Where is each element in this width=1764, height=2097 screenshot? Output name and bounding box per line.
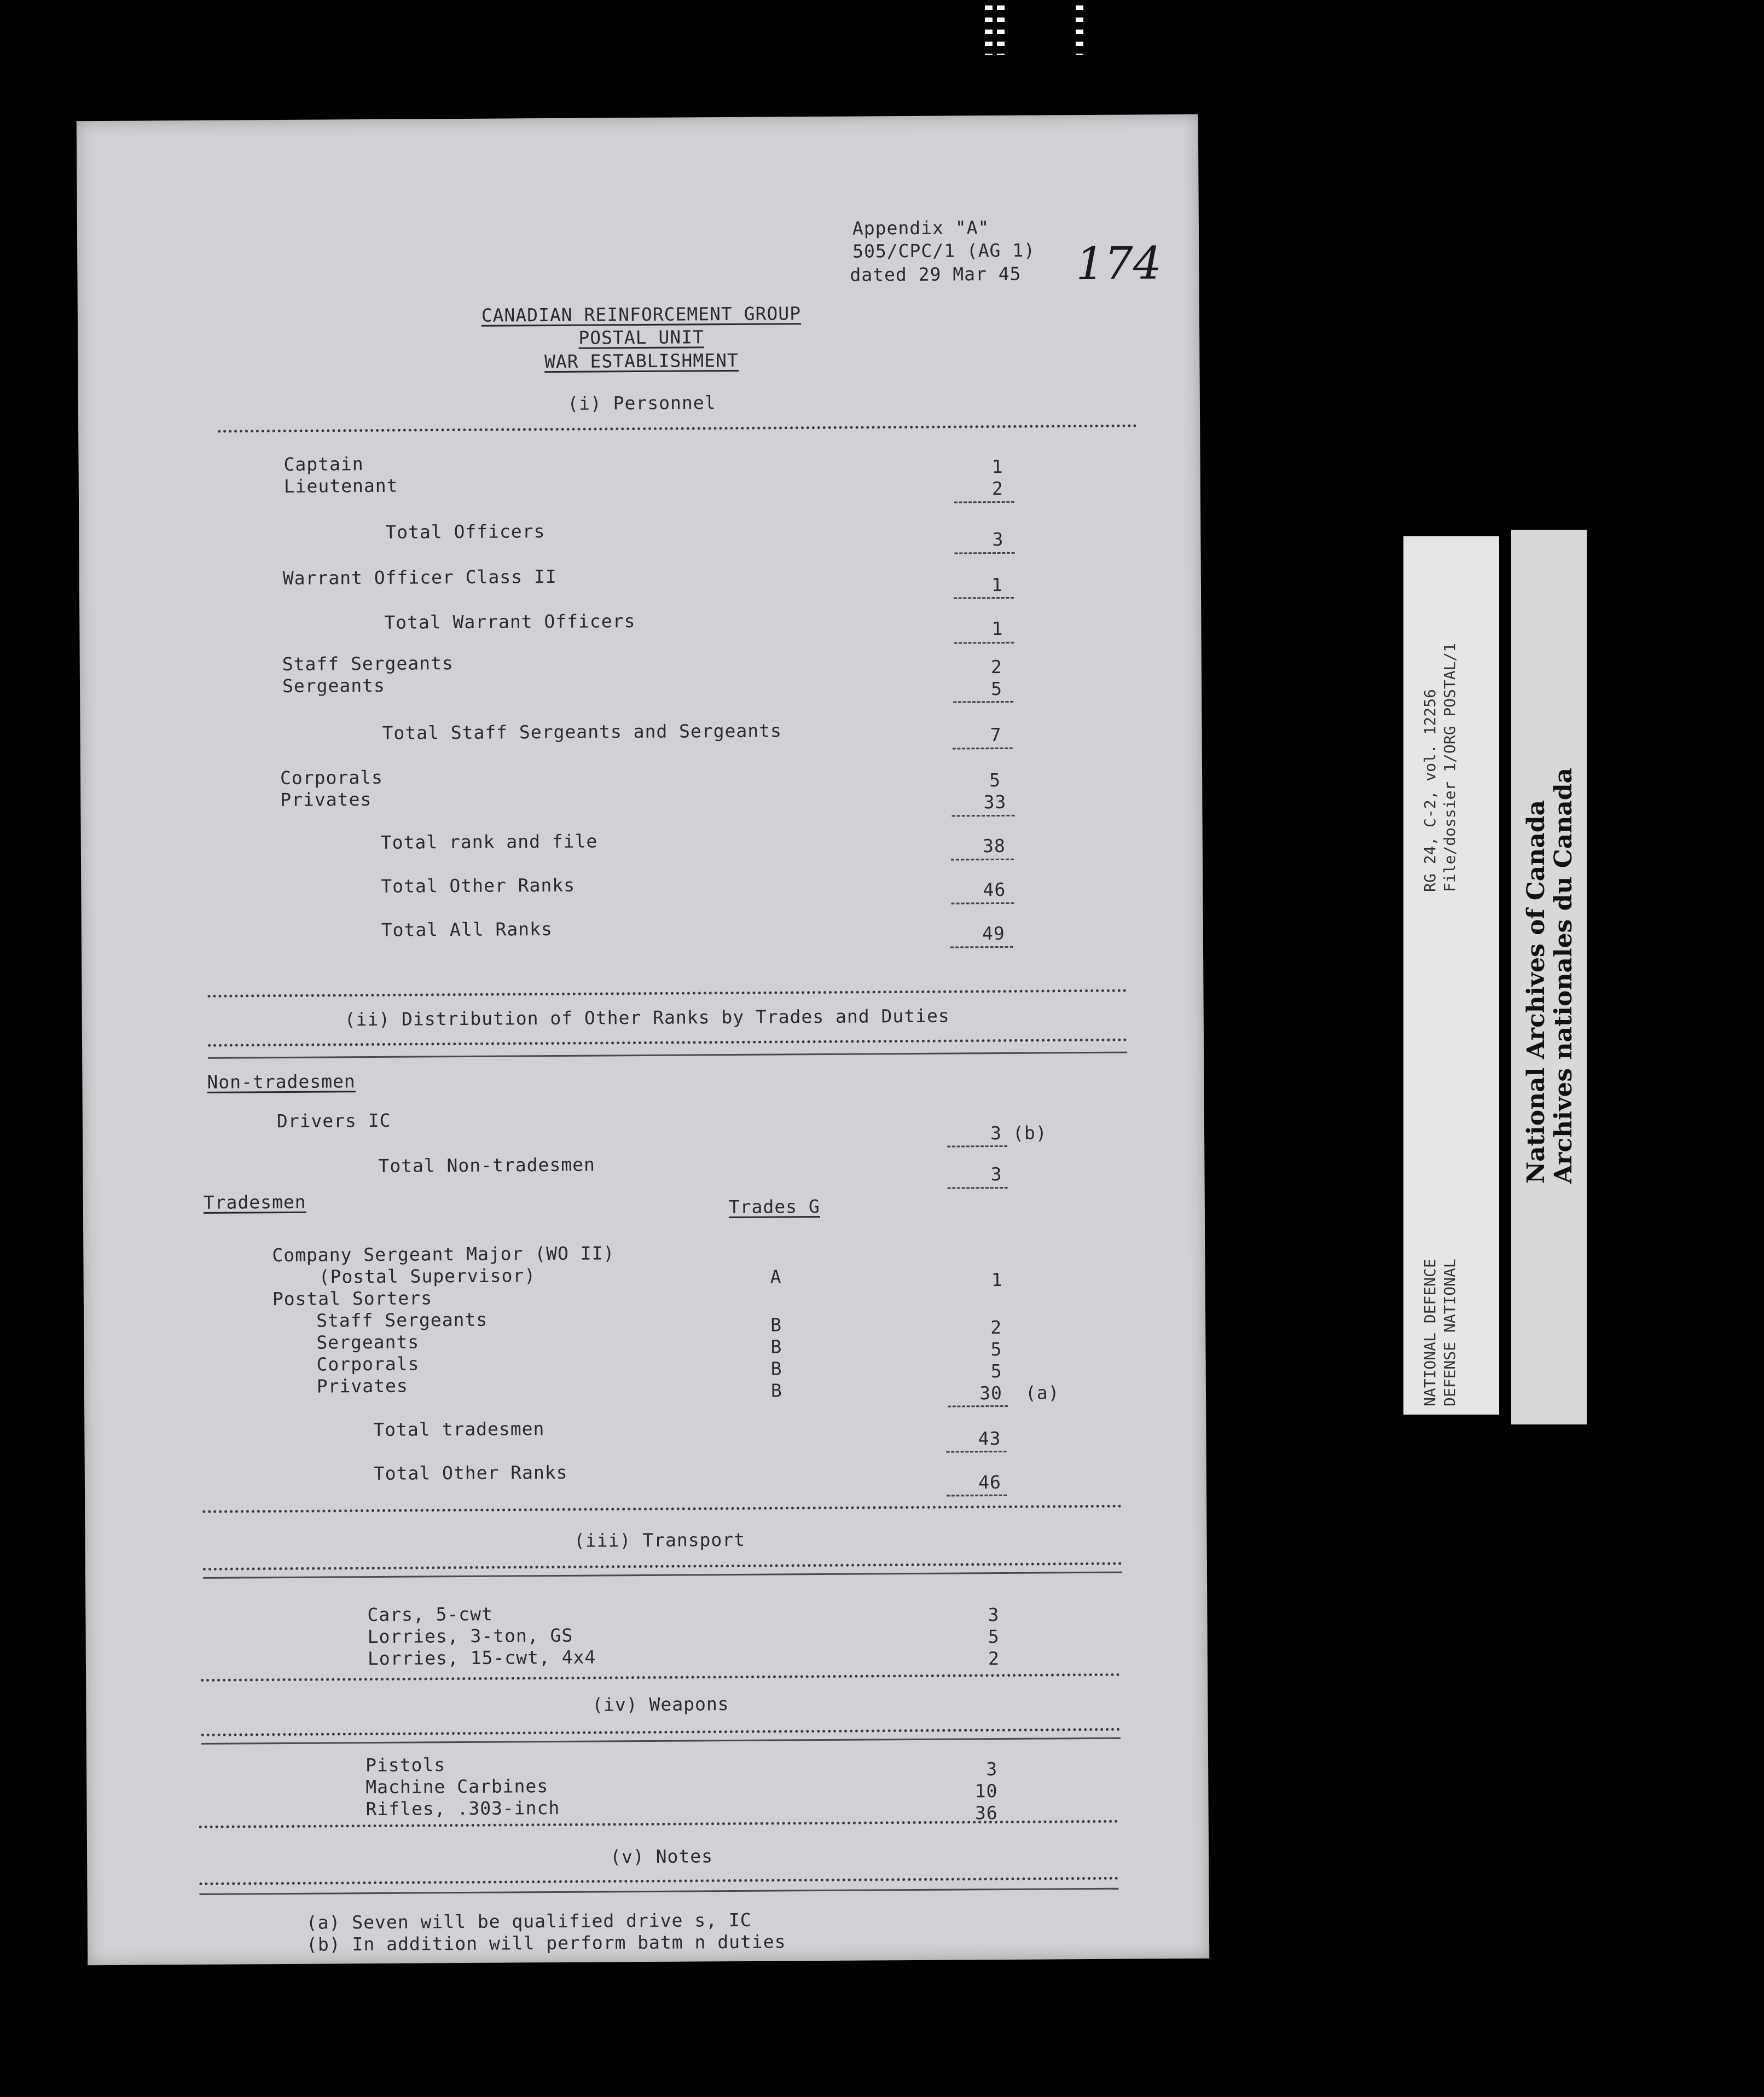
transport-label: Cars, 5-cwt bbox=[367, 1603, 494, 1626]
weapon-value: 3 bbox=[986, 1758, 998, 1780]
sum-line bbox=[955, 552, 1015, 554]
row-label: Staff Sergeants bbox=[282, 652, 454, 675]
divider bbox=[208, 1052, 1127, 1059]
archive-reference-strip bbox=[1403, 536, 1499, 1415]
row-value: 1 bbox=[991, 574, 1003, 596]
transport-value: 2 bbox=[988, 1648, 1000, 1670]
sum-line bbox=[947, 1145, 1007, 1148]
trades-group-heading: Trades G bbox=[728, 1196, 820, 1218]
sorter-label: Sergeants bbox=[316, 1331, 420, 1353]
divider bbox=[199, 1877, 1118, 1885]
total-tradesmen-label: Total tradesmen bbox=[373, 1418, 545, 1441]
weapon-label: Rifles, .303-inch bbox=[365, 1797, 560, 1820]
divider bbox=[199, 1820, 1118, 1828]
divider bbox=[201, 1673, 1120, 1682]
row-label: Total Staff Sergeants and Sergeants bbox=[382, 720, 782, 744]
sum-line bbox=[953, 748, 1013, 750]
sum-line bbox=[951, 859, 1014, 861]
divider bbox=[208, 1039, 1127, 1047]
reference-number: 505/CPC/1 (AG 1) bbox=[852, 239, 1036, 262]
transport-label: Lorries, 3-ton, GS bbox=[367, 1624, 573, 1648]
sorter-label: Corporals bbox=[316, 1353, 420, 1375]
divider bbox=[202, 1505, 1122, 1513]
sum-line bbox=[954, 642, 1014, 644]
section-heading-notes: (v) Notes bbox=[610, 1845, 713, 1868]
row-label: Warrant Officer Class II bbox=[282, 565, 557, 589]
appendix-label: Appendix "A" bbox=[852, 217, 990, 239]
film-marks bbox=[1076, 5, 1083, 55]
title-line-3: WAR ESTABLISHMENT bbox=[544, 349, 739, 373]
sorter-group: B bbox=[770, 1380, 782, 1401]
transport-value: 3 bbox=[988, 1604, 1000, 1626]
sum-line bbox=[951, 902, 1014, 905]
row-value: 2 bbox=[991, 477, 1003, 500]
row-label: Total Other Ranks bbox=[381, 874, 576, 897]
note-line: (a) Seven will be qualified drive s, IC bbox=[306, 1909, 752, 1933]
row-label: Sergeants bbox=[282, 674, 385, 697]
sum-line bbox=[947, 1451, 1007, 1453]
drivers-label: Drivers IC bbox=[276, 1109, 391, 1132]
row-label: Corporals bbox=[280, 766, 383, 789]
section-heading-personnel: (i) Personnel bbox=[567, 392, 716, 414]
sorter-group: B bbox=[770, 1314, 782, 1336]
total-other-ranks-value: 46 bbox=[978, 1472, 1002, 1493]
archive-name-fr: Archives nationales du Canada bbox=[1550, 767, 1577, 1184]
sorter-group: B bbox=[770, 1336, 782, 1358]
department-fr: DEFENSE NATIONAL bbox=[1441, 1259, 1459, 1406]
postal-sorters-label: Postal Sorters bbox=[272, 1287, 433, 1310]
document-page bbox=[77, 114, 1210, 1965]
divider bbox=[207, 989, 1127, 998]
sorter-label: Staff Sergeants bbox=[316, 1308, 488, 1331]
row-value: 1 bbox=[991, 617, 1003, 640]
sum-line bbox=[953, 701, 1013, 703]
divider bbox=[203, 1562, 1122, 1571]
transport-label: Lorries, 15-cwt, 4x4 bbox=[367, 1646, 596, 1670]
sum-line bbox=[947, 1494, 1007, 1497]
weapon-label: Pistols bbox=[365, 1754, 446, 1776]
sum-line bbox=[954, 597, 1014, 599]
sum-line bbox=[954, 501, 1014, 503]
divider bbox=[201, 1728, 1121, 1736]
film-marks bbox=[985, 5, 993, 55]
film-marks bbox=[997, 5, 1005, 55]
row-label: Captain bbox=[283, 453, 364, 475]
section-heading-distribution: (ii) Distribution of Other Ranks by Trades and Duties bbox=[344, 1005, 950, 1030]
total-non-tradesmen-value: 3 bbox=[990, 1163, 1002, 1185]
note-line: (b) In addition will perform batm n duties bbox=[306, 1931, 786, 1955]
folio-number: 174 bbox=[1076, 237, 1162, 291]
total-other-ranks-label: Total Other Ranks bbox=[373, 1461, 568, 1485]
department-en: NATIONAL DEFENCE bbox=[1421, 1259, 1439, 1406]
sum-line bbox=[950, 946, 1013, 948]
sorter-value: 5 bbox=[990, 1360, 1002, 1382]
row-value: 5 bbox=[989, 769, 1001, 791]
section-heading-weapons: (iv) Weapons bbox=[592, 1693, 729, 1716]
row-value: 2 bbox=[990, 656, 1002, 678]
sorter-value: 2 bbox=[990, 1317, 1002, 1339]
row-label: Lieutenant bbox=[283, 474, 398, 497]
divider bbox=[203, 1572, 1122, 1579]
weapon-value: 36 bbox=[974, 1802, 998, 1824]
sum-line bbox=[952, 815, 1015, 817]
sorter-group: B bbox=[770, 1358, 782, 1380]
tradesmen-heading: Tradesmen bbox=[203, 1191, 306, 1213]
drivers-value: 3 bbox=[990, 1122, 1002, 1144]
divider bbox=[218, 424, 1137, 432]
title-line-2: POSTAL UNIT bbox=[578, 326, 705, 349]
row-label: Total Officers bbox=[385, 520, 546, 543]
divider bbox=[200, 1888, 1119, 1895]
row-label: Privates bbox=[280, 789, 372, 811]
sorter-note: (a) bbox=[1025, 1382, 1060, 1404]
weapon-label: Machine Carbines bbox=[365, 1775, 549, 1798]
csm-trade-group: A bbox=[770, 1266, 782, 1288]
row-value: 1 bbox=[991, 455, 1003, 478]
total-tradesmen-value: 43 bbox=[978, 1428, 1001, 1450]
row-value: 3 bbox=[992, 528, 1004, 551]
archive-name-en: National Archives of Canada bbox=[1522, 800, 1550, 1184]
drivers-note: (b) bbox=[1012, 1122, 1047, 1144]
sorter-value: 30 bbox=[979, 1382, 1003, 1404]
total-non-tradesmen-label: Total Non-tradesmen bbox=[378, 1154, 596, 1177]
csm-value: 1 bbox=[991, 1268, 1003, 1291]
sorter-label: Privates bbox=[316, 1375, 408, 1397]
row-value: 7 bbox=[990, 723, 1002, 746]
non-tradesmen-heading: Non-tradesmen bbox=[207, 1070, 356, 1093]
divider bbox=[201, 1737, 1121, 1745]
archive-file: File/dossier 1/ORG POSTAL/1 bbox=[1441, 642, 1459, 892]
archive-name-strip bbox=[1511, 530, 1587, 1424]
row-value: 49 bbox=[982, 922, 1005, 945]
sum-line bbox=[948, 1405, 1008, 1407]
row-label: Total All Ranks bbox=[381, 918, 553, 941]
weapon-value: 10 bbox=[974, 1780, 998, 1802]
csm-sub-label: (Postal Supervisor) bbox=[318, 1265, 536, 1288]
row-label: Total rank and file bbox=[380, 830, 598, 853]
row-value: 38 bbox=[982, 835, 1006, 857]
row-value: 5 bbox=[991, 677, 1003, 700]
title-line-1: CANADIAN REINFORCEMENT GROUP bbox=[481, 303, 802, 326]
csm-label: Company Sergeant Major (WO II) bbox=[272, 1242, 615, 1266]
row-value: 33 bbox=[983, 791, 1007, 813]
sorter-value: 5 bbox=[990, 1339, 1002, 1360]
transport-value: 5 bbox=[988, 1626, 1000, 1648]
section-heading-transport: (iii) Transport bbox=[573, 1528, 746, 1551]
sum-line bbox=[948, 1187, 1008, 1189]
archive-reference: RG 24, C-2, vol. 12256 bbox=[1421, 689, 1439, 892]
row-value: 46 bbox=[983, 878, 1006, 901]
document-date: dated 29 Mar 45 bbox=[850, 263, 1022, 286]
row-label: Total Warrant Officers bbox=[384, 610, 636, 633]
